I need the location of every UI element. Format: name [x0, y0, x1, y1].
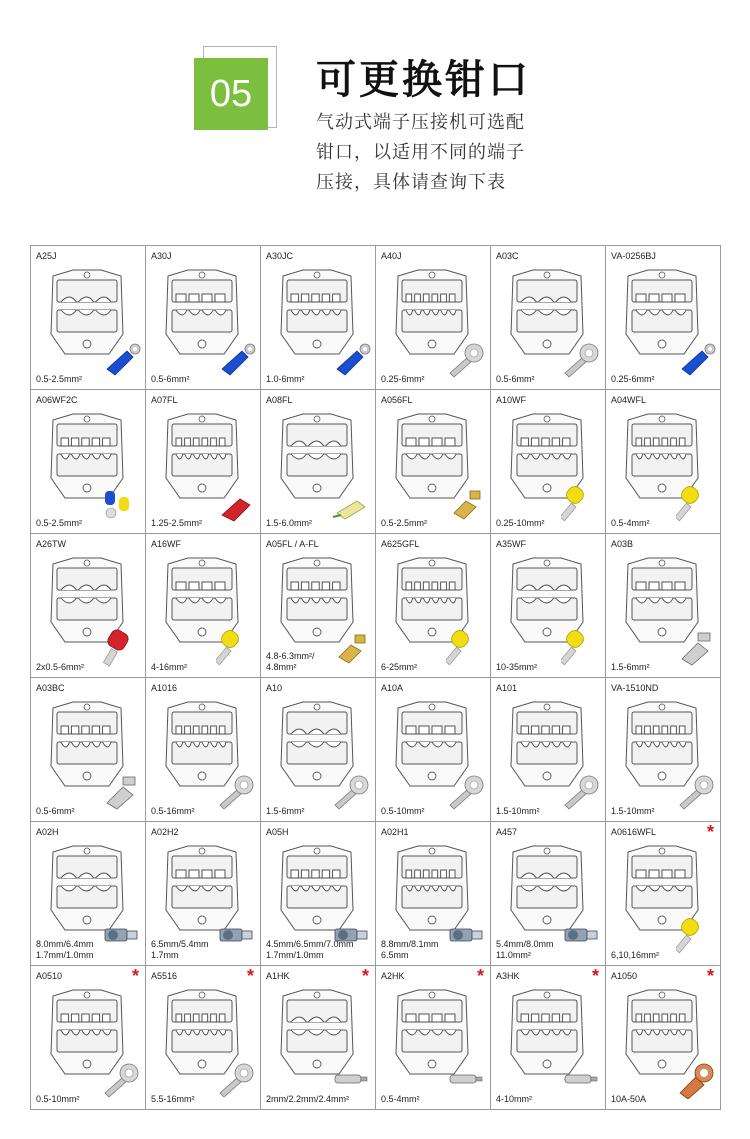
die-cell [146, 822, 261, 966]
die-cell [261, 246, 376, 390]
die-code: A40J [381, 251, 402, 261]
section-number-badge: 05 [194, 58, 268, 130]
bnc-terminal-icon [101, 915, 141, 955]
die-spec-line: 2x0.5-6mm² [36, 662, 85, 672]
die-spec-line: 0.5-10mm² [381, 806, 425, 816]
die-spec [151, 518, 202, 529]
silver-ring-terminal-icon [101, 1059, 141, 1099]
die-code: VA-1510ND [611, 683, 659, 693]
brass-tab-terminal-icon [331, 627, 371, 667]
silver-ring-terminal-icon [561, 339, 601, 379]
new-star-icon: * [476, 966, 484, 986]
die-spec [611, 662, 650, 673]
die-cell [146, 390, 261, 534]
die-spec-line: 6.5mm [381, 950, 409, 960]
description-line: 压接，具体请查询下表 [316, 172, 506, 193]
yellow-ferrule-terminal-icon [676, 915, 716, 955]
die-cell [31, 966, 146, 1110]
die-cell [146, 966, 261, 1110]
die-cell [261, 390, 376, 534]
die-spec-line: 1.7mm [151, 950, 179, 960]
die-spec-line: 4.8mm² [266, 662, 297, 672]
die-code: A02H2 [151, 827, 179, 837]
new-star-icon: * [591, 966, 599, 986]
die-spec [496, 374, 535, 385]
die-code: A30JC [266, 251, 294, 261]
die-spec [151, 662, 187, 673]
die-spec [496, 939, 554, 961]
silver-tab-terminal-icon [676, 627, 716, 667]
die-code: A16WF [151, 539, 182, 549]
die-cell [146, 534, 261, 678]
die-cell [491, 246, 606, 390]
die-code: A0616WFL [611, 827, 657, 837]
description-line: 气动式端子压接机可选配 [316, 112, 525, 133]
blue-ring-terminal-icon [216, 339, 256, 379]
die-cell [376, 822, 491, 966]
yellow-ferrule-terminal-icon [676, 483, 716, 523]
die-code: A10WF [496, 395, 527, 405]
die-code: A1050 [611, 971, 638, 981]
die-code: A03BC [36, 683, 65, 693]
die-cell [261, 822, 376, 966]
die-cell [261, 678, 376, 822]
die-spec [266, 806, 305, 817]
die-code: A26TW [36, 539, 67, 549]
die-cell [491, 534, 606, 678]
die-cell [31, 534, 146, 678]
die-spec-line: 6-25mm² [381, 662, 418, 672]
blue-spade-terminal-icon [101, 339, 141, 379]
die-code: A25J [36, 251, 57, 261]
die-code: A625GFL [381, 539, 420, 549]
die-spec-line: 8.8mm/8.1mm [381, 939, 439, 949]
die-cell [146, 678, 261, 822]
bnc-terminal-icon [216, 915, 256, 955]
new-star-icon: * [706, 822, 714, 842]
die-code: A3HK [496, 971, 520, 981]
die-cell [491, 966, 606, 1110]
pin-contact-terminal-icon [446, 1059, 486, 1099]
die-spec-line: 11.0mm² [496, 950, 531, 960]
die-spec-line: 10-35mm² [496, 662, 538, 672]
die-spec-line: 1.5-10mm² [611, 806, 655, 816]
die-spec-line: 0.25-6mm² [381, 374, 425, 384]
die-cell [376, 966, 491, 1110]
blue-yellow-pin-terminal-icon [101, 483, 141, 523]
die-code: A05H [266, 827, 289, 837]
silver-ring-terminal-icon [331, 771, 371, 811]
die-spec [36, 939, 94, 961]
die-spec [381, 662, 417, 673]
die-spec-line: 5.4mm/8.0mm [496, 939, 554, 949]
die-spec [36, 374, 82, 385]
die-cell [376, 678, 491, 822]
die-spec-line: 0.5-2.5mm² [36, 374, 83, 384]
new-star-icon: * [246, 966, 254, 986]
die-spec [611, 950, 659, 961]
die-code: A02H1 [381, 827, 409, 837]
die-code: A04WFL [611, 395, 647, 405]
die-code: A30J [151, 251, 172, 261]
die-cell [31, 822, 146, 966]
brass-tab-terminal-icon [446, 483, 486, 523]
die-code: A08FL [266, 395, 293, 405]
die-spec [151, 374, 190, 385]
description-line: 钳口，以适用不同的端子 [316, 142, 525, 163]
die-spec [611, 1094, 646, 1105]
blue-ring-terminal-icon [331, 339, 371, 379]
die-spec-line: 4-16mm² [151, 662, 188, 672]
die-spec [611, 518, 650, 529]
die-cell [31, 678, 146, 822]
die-spec-line: 4.8-6.3mm²/ [266, 651, 315, 661]
die-cell [31, 246, 146, 390]
die-spec-line: 0.25-6mm² [611, 374, 655, 384]
die-spec-line: 0.5-6mm² [496, 374, 535, 384]
copper-lug-terminal-icon [676, 1059, 716, 1099]
die-code: A056FL [381, 395, 413, 405]
die-spec [36, 518, 82, 529]
die-cell [491, 390, 606, 534]
die-cell [606, 966, 721, 1110]
silver-ring-terminal-icon [446, 339, 486, 379]
die-spec-line: 0.5-16mm² [151, 806, 195, 816]
die-spec [381, 1094, 420, 1105]
die-spec-line: 1.5-10mm² [496, 806, 540, 816]
die-spec-line: 2mm/2.2mm/2.4mm² [266, 1094, 350, 1104]
die-cell [261, 966, 376, 1110]
die-cell [606, 390, 721, 534]
die-code: A07FL [151, 395, 178, 405]
die-cell [376, 534, 491, 678]
die-spec [36, 1094, 80, 1105]
die-spec-line: 0.5-4mm² [381, 1094, 420, 1104]
silver-ring-terminal-icon [216, 1059, 256, 1099]
die-spec [151, 1094, 195, 1105]
die-code: A1016 [151, 683, 178, 693]
pin-contact-terminal-icon [561, 1059, 601, 1099]
die-code: A5516 [151, 971, 178, 981]
die-cell [606, 822, 721, 966]
die-spec-line: 6,10,16mm² [611, 950, 660, 960]
die-code: A10 [266, 683, 283, 693]
die-spec [151, 939, 209, 961]
die-cell [491, 822, 606, 966]
die-spec [266, 651, 315, 673]
die-code: A101 [496, 683, 518, 693]
red-flag-terminal-icon [216, 483, 256, 523]
die-spec [36, 662, 84, 673]
die-code: A2HK [381, 971, 405, 981]
die-cell [261, 534, 376, 678]
yellow-ferrule-terminal-icon [446, 627, 486, 667]
silver-ring-terminal-icon [446, 771, 486, 811]
die-code: A0510 [36, 971, 63, 981]
pin-contact-terminal-icon [331, 1059, 371, 1099]
die-spec-line: 1.0-6mm² [266, 374, 305, 384]
die-spec-line: 4.5mm/6.5mm/7.0mm [266, 939, 354, 949]
die-spec-line: 0.5-10mm² [36, 1094, 80, 1104]
die-code: A05FL / A-FL [266, 539, 319, 549]
die-code: A10A [381, 683, 404, 693]
die-spec [151, 806, 195, 817]
die-code: A03C [496, 251, 519, 261]
blue-ring-terminal-icon [676, 339, 716, 379]
die-code: A06WF2C [36, 395, 78, 405]
die-spec [496, 518, 545, 529]
section-title: 可更换钳口 [316, 57, 531, 103]
die-cell [491, 678, 606, 822]
die-spec [266, 374, 305, 385]
die-spec-line: 1.5-6mm² [266, 806, 305, 816]
die-spec [611, 806, 655, 817]
die-code: A1HK [266, 971, 290, 981]
section-description [316, 108, 576, 198]
die-spec [266, 939, 354, 961]
die-code: A35WF [496, 539, 527, 549]
die-cell [606, 534, 721, 678]
die-spec-line: 10A-50A [611, 1094, 647, 1104]
die-spec-line: 0.25-10mm² [496, 518, 545, 528]
die-cell [606, 678, 721, 822]
die-spec [496, 662, 537, 673]
yellow-ferrule-terminal-icon [561, 483, 601, 523]
silver-tab-terminal-icon [101, 771, 141, 811]
die-code: VA-0256BJ [611, 251, 656, 261]
die-spec-line: 0.5-6mm² [151, 374, 190, 384]
yellow-flag-terminal-icon [331, 483, 371, 523]
silver-ring-terminal-icon [216, 771, 256, 811]
die-spec [381, 806, 425, 817]
die-spec-line: 1.5-6.0mm² [266, 518, 313, 528]
bnc-terminal-icon [561, 915, 601, 955]
die-spec-line: 4-10mm² [496, 1094, 533, 1104]
die-spec-line: 0.5-2.5mm² [381, 518, 428, 528]
die-spec [496, 806, 540, 817]
die-spec-line: 1.5-6mm² [611, 662, 650, 672]
new-star-icon: * [361, 966, 369, 986]
die-spec-line: 0.5-6mm² [36, 806, 75, 816]
silver-ring-terminal-icon [561, 771, 601, 811]
die-spec-line: 5.5-16mm² [151, 1094, 195, 1104]
yellow-ferrule-terminal-icon [216, 627, 256, 667]
die-spec [611, 374, 655, 385]
die-spec [36, 806, 75, 817]
die-spec-line: 6.5mm/5.4mm [151, 939, 209, 949]
die-spec-line: 1.7mm/1.0mm [266, 950, 324, 960]
silver-ring-terminal-icon [676, 771, 716, 811]
die-spec [381, 374, 425, 385]
die-spec [266, 518, 312, 529]
die-cell [376, 390, 491, 534]
die-code: A02H [36, 827, 59, 837]
die-spec-line: 8.0mm/6.4mm [36, 939, 94, 949]
die-cell [606, 246, 721, 390]
die-spec-line: 0.5-2.5mm² [36, 518, 83, 528]
die-spec-line: 1.25-2.5mm² [151, 518, 203, 528]
die-spec [381, 518, 427, 529]
new-star-icon: * [131, 966, 139, 986]
bnc-terminal-icon [446, 915, 486, 955]
red-twin-ferrule-terminal-icon [101, 627, 141, 667]
die-cell [31, 390, 146, 534]
yellow-ferrule-terminal-icon [561, 627, 601, 667]
die-code: A03B [611, 539, 634, 549]
die-spec-line: 0.5-4mm² [611, 518, 650, 528]
new-star-icon: * [706, 966, 714, 986]
die-spec [381, 939, 439, 961]
die-cell [146, 246, 261, 390]
die-spec-line: 1.7mm/1.0mm [36, 950, 94, 960]
die-table [30, 245, 721, 1110]
die-spec [266, 1094, 349, 1105]
die-cell [376, 246, 491, 390]
die-spec [496, 1094, 532, 1105]
die-code: A457 [496, 827, 518, 837]
